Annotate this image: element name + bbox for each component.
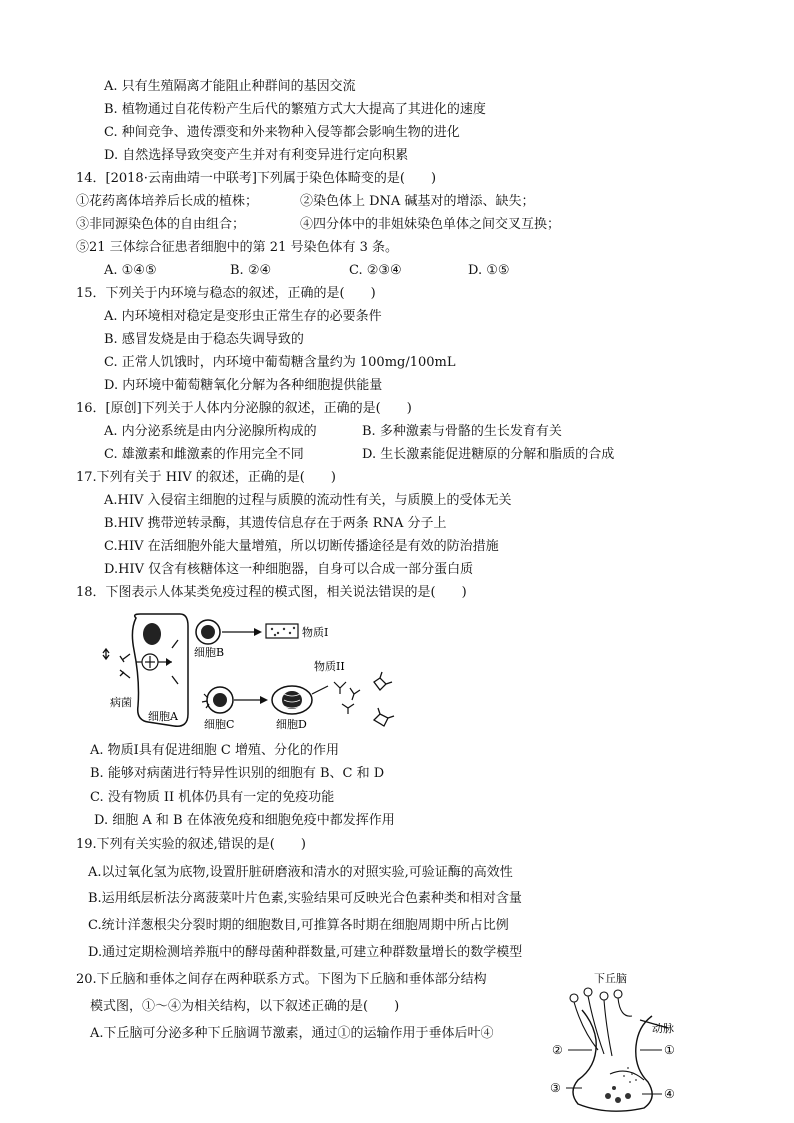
q18-option-d: D. 细胞 A 和 B 在体液免疫和细胞免疫中都发挥作用 (94, 813, 395, 828)
q14-option-b: B. ②④ (230, 263, 272, 278)
q16-stem: 16．[原创]下列关于人体内分泌腺的叙述，正确的是( ) (76, 401, 412, 416)
q15-stem: 15．下列关于内环境与稳态的叙述，正确的是( ) (76, 286, 376, 301)
q15-option-b: B. 感冒发烧是由于稳态失调导致的 (104, 332, 304, 347)
cell-d-label: 细胞D (276, 718, 307, 731)
label-4: ④ (664, 1087, 675, 1101)
q14-item-4: ④四分体中的非姐妹染色单体之间交叉互换； (300, 217, 561, 232)
pathogen-arrow-icon (120, 670, 130, 678)
pathogen-arrow-icon (120, 654, 130, 662)
q16-option-b: B. 多种激素与骨骼的生长发育有关 (362, 424, 562, 439)
artery-label: 动脉 (652, 1022, 674, 1035)
q13-option-a: A. 只有生殖隔离才能阻止种群间的基因交流 (104, 79, 356, 94)
q20-stem-line1: 20.下丘脑和垂体之间存在两种联系方式。下图为下丘脑和垂体部分结构 (76, 972, 487, 987)
immune-process-figure (96, 610, 416, 738)
pathogen-arrow-icon (103, 649, 109, 659)
q19-option-d: D.通过定期检测培养瓶中的酵母菌种群数量,可建立种群数量增长的数学模型 (88, 945, 523, 960)
neuron-icons (570, 988, 632, 1056)
q18-option-b: B. 能够对病菌进行特异性识别的细胞有 B、C 和 D (90, 766, 385, 781)
q14-option-d: D. ①⑤ (468, 263, 510, 278)
q14-option-c: C. ②③④ (349, 263, 402, 278)
substance-1-label: 物质Ⅰ (302, 626, 329, 639)
q14-item-1: ①花药离体培养后长成的植株； (76, 194, 259, 209)
q13-option-d: D. 自然选择导致突变产生并对有利变异进行定向积累 (104, 148, 409, 163)
pituitary-outline (573, 1010, 652, 1111)
q18-option-c: C. 没有物质 II 机体仍具有一定的免疫功能 (90, 790, 335, 805)
q20-stem-line2: 模式图，①～④为相关结构，以下叙述正确的是( ) (90, 999, 400, 1014)
q15-option-d: D. 内环境中葡萄糖氧化分解为各种细胞提供能量 (104, 378, 383, 393)
substance-2-label: 物质II (314, 660, 345, 673)
q20-option-a: A.下丘脑可分泌多种下丘脑调节激素，通过①的运输作用于垂体后叶④ (90, 1026, 494, 1041)
q13-option-b: B. 植物通过自花传粉产生后代的繁殖方式大大提高了其进化的速度 (104, 102, 486, 117)
label-3: ③ (550, 1081, 561, 1095)
q16-option-c: C. 雄激素和雌激素的作用完全不同 (104, 447, 304, 462)
q15-option-c: C. 正常人饥饿时，内环境中葡萄糖含量约为 100mg/100mL (104, 355, 456, 370)
q16-option-a: A. 内分泌系统是由内分泌腺所构成的 (104, 424, 317, 439)
q17-stem: 17.下列有关于 HIV 的叙述，正确的是( ) (76, 470, 336, 485)
q16-option-d: D. 生长激素能促进糖原的分解和脂质的合成 (362, 447, 615, 462)
q14-item-2: ②染色体上 DNA 碱基对的增添、缺失； (300, 194, 535, 209)
q19-option-b: B.运用纸层析法分离菠菜叶片色素,实验结果可反映光合色素种类和相对含量 (88, 891, 522, 906)
hypothalamus-pituitary-figure (548, 970, 694, 1120)
q17-option-a: A.HIV 入侵宿主细胞的过程与质膜的流动性有关，与质膜上的受体无关 (104, 493, 512, 508)
q13-option-c: C. 种间竞争、遗传漂变和外来物种入侵等都会影响生物的进化 (104, 125, 460, 140)
q14-item-3: ③非同源染色体的自由组合； (76, 217, 246, 232)
label-2: ② (552, 1043, 563, 1057)
q18-stem: 18．下图表示人体某类免疫过程的模式图，相关说法错误的是( ) (76, 585, 467, 600)
q14-stem: 14．[2018·云南曲靖一中联考]下列属于染色体畸变的是( ) (76, 171, 437, 186)
q19-option-c: C.统计洋葱根尖分裂时期的细胞数目,可推算各时期在细胞周期中所占比例 (88, 918, 509, 933)
cell-b-label: 细胞B (194, 646, 225, 659)
pathogen-icons (374, 672, 394, 726)
q18-option-a: A. 物质Ⅰ具有促进细胞 C 增殖、分化的作用 (90, 743, 339, 758)
cell-a-label: 细胞A (148, 710, 178, 723)
q17-option-d: D.HIV 仅含有核糖体这一种细胞器，自身可以合成一部分蛋白质 (104, 562, 474, 577)
substance-1-box (266, 624, 298, 638)
gland-cells (605, 1086, 631, 1103)
cell-a-nucleus (143, 623, 161, 645)
hypothalamus-label: 下丘脑 (594, 972, 627, 985)
pathogen-label: 病菌 (110, 696, 132, 709)
q17-option-c: C.HIV 在活细胞外能大量增殖，所以切断传播途径是有效的防治措施 (104, 539, 499, 554)
q14-item-5: ⑤21 三体综合征患者细胞中的第 21 号染色体有 3 条。 (76, 240, 399, 255)
q15-option-a: A. 内环境相对稳定是变形虫正常生存的必要条件 (104, 309, 382, 324)
q19-option-a: A.以过氧化氢为底物,设置肝脏研磨液和清水的对照实验,可验证酶的高效性 (88, 865, 513, 880)
q19-stem: 19.下列有关实验的叙述,错误的是( ) (76, 837, 306, 852)
cell-c-label: 细胞C (204, 718, 235, 731)
q14-option-a: A. ①④⑤ (104, 263, 157, 278)
label-1: ① (664, 1043, 675, 1057)
antibody-icons (334, 682, 360, 714)
q17-option-b: B.HIV 携带逆转录酶，其遗传信息存在于两条 RNA 分子上 (104, 516, 447, 531)
